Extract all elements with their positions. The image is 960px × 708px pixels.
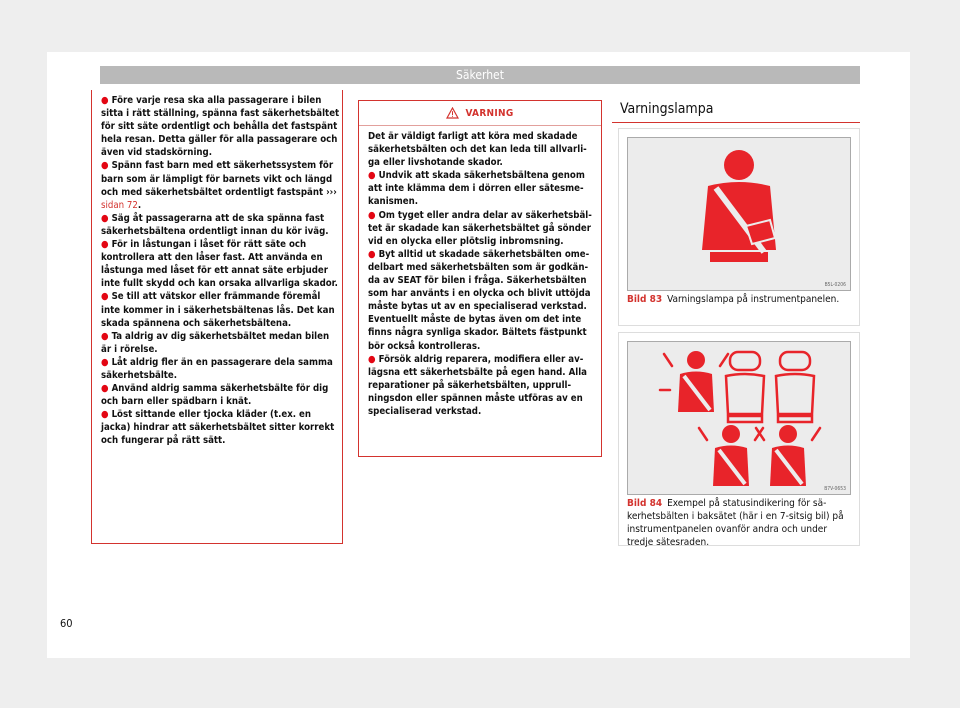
figure-code: B5L-0206	[824, 282, 846, 288]
warning-title: VARNING	[465, 107, 514, 119]
figure-code: B7V-0653	[824, 486, 846, 492]
seatbelt-warning-icon	[628, 138, 850, 290]
warning-box	[358, 100, 602, 457]
list-item: ● Använd aldrig samma säkerhetsbälte för dig och barn eller spädbarn i knät.	[101, 383, 329, 408]
page-number: 60	[60, 617, 73, 630]
section-header: Säkerhet	[100, 66, 860, 84]
list-item: ● Se till att vätskor eller främmande föremål inte kommer in i säkerhetsbältenas lås. Det kan skada spännena och säkerhetsbältena.	[101, 291, 335, 329]
column-frame	[91, 90, 343, 544]
figure-image	[627, 137, 851, 291]
list-item: ● Löst sittande eller tjocka kläder (t.ex. en jacka) hindrar att säkerhetsbältet sitter korrekt och fungerar på rätt sätt.	[101, 409, 335, 447]
list-item: ● Före varje resa ska alla passagerare i bilen sitta i rätt ställning, spänna fast säkerhetsbältet för sitt säte ordentligt och behålla det fastspänt hela resan. Detta gäller för alla passagerare och även vid stadskörning.	[101, 95, 340, 159]
seat-status-icons	[628, 342, 850, 494]
list-item: ● För in låstungan i låset för rätt säte och kontrollera att den låser fast. Att använda en låstunga med låset för ett annat säte erbjuder inte fullt skydd och kan orsaka allvarliga skador.	[101, 239, 338, 290]
safety-list	[101, 94, 341, 448]
empty-seat-icon	[726, 352, 814, 422]
caption-text: Exempel på statusindikering för säkerhetsbälten i baksätet (här i en 7-sitsig bil) på instrumentpanelen ovanför andra och under tredje sätesraden.	[627, 498, 844, 548]
warning-body	[359, 126, 601, 418]
figure-image	[627, 341, 851, 495]
warning-intro: Det är väldigt farligt att köra med skadade säkerhetsbälten och det kan leda till allvarliga eller livshotande skador.	[368, 131, 587, 169]
page-link[interactable]: sidan 72	[101, 199, 138, 211]
list-item: ● Om tyget eller andra delar av säkerhetsbältet är skadade kan säkerhetsbältet gå sönder vid en olycka eller plötslig inbromsning.	[368, 209, 592, 247]
list-item: ● Ta aldrig av dig säkerhetsbältet medan bilen är i rörelse.	[101, 330, 330, 355]
warning-header	[359, 101, 601, 126]
figure-number: Bild 84	[627, 498, 663, 509]
list-item: ● Låt aldrig fler än en passagerare dela samma säkerhetsbälte.	[101, 356, 333, 381]
list-item: ● Försök aldrig reparera, modifiera eller avlägsna ett säkerhetsbälte på egen hand. Alla reparationer på säkerhetsbälten, upprullningsdon eller spännen måste utföras av en specialiserad verkstad.	[368, 353, 587, 417]
figure-84	[618, 332, 860, 546]
figure-83	[618, 128, 860, 326]
list-item: ● Säg åt passagerarna att de ska spänna fast säkerhetsbältena ordentligt innan du kör iväg.	[101, 212, 329, 237]
caption-text: Varningslampa på instrumentpanelen.	[667, 294, 840, 305]
list-item: ● Byt alltid ut skadade säkerhetsbälten omedelbart med säkerhetsbälten som är godkända av SEAT för bilen i fråga. Säkerhetsbälten som har använts i en olycka och blivit uttöjda måste bytas ut av en specialiserad verkstad. Eventuellt måste de bytas även om det inte finns några synliga skador. Bältets fästpunkt bör också kontrolleras.	[368, 248, 591, 352]
section-title: Varningslampa	[620, 101, 714, 117]
list-item: ● Spänn fast barn med ett säkerhetssystem för barn som är lämpligt för barnets vikt och längd och med säkerhetsbältet ordentligt fastspänt ››› sidan 72.	[101, 160, 337, 211]
figure-caption	[627, 497, 851, 549]
figure-number: Bild 83	[627, 294, 663, 305]
title-rule	[612, 122, 860, 123]
figure-caption	[627, 293, 851, 306]
list-item: ● Undvik att skada säkerhetsbältena genom att inte klämma dem i dörren eller sätesmekanismen.	[368, 170, 585, 208]
warning-triangle-icon	[446, 107, 459, 119]
